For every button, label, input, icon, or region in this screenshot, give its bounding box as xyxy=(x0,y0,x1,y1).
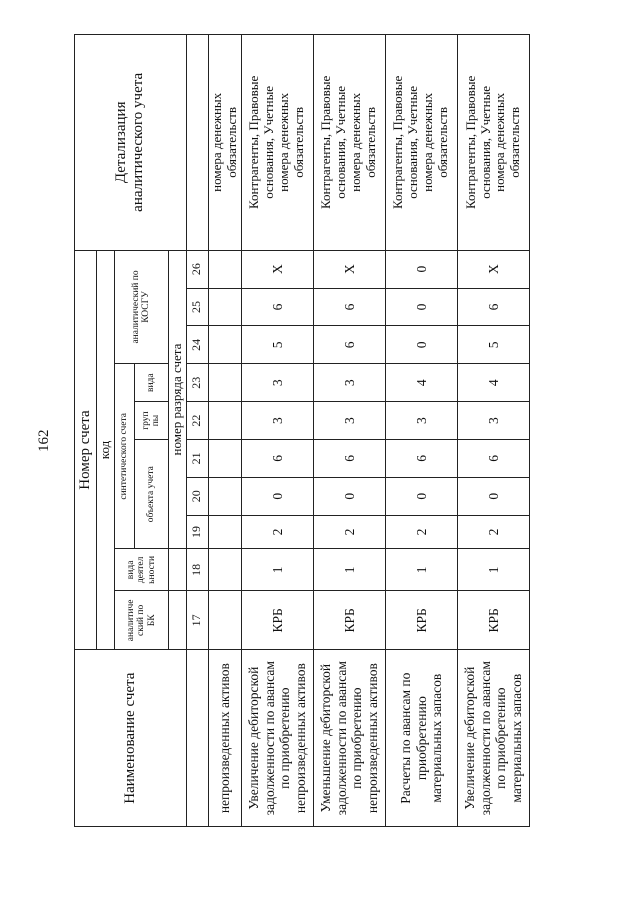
row-account-name: Расчеты по авансам по приобретению материальных запасов xyxy=(385,650,457,827)
row-cell xyxy=(208,591,241,650)
header-activity-type: вида деятел ьности xyxy=(114,549,168,591)
row-cell: 6 xyxy=(457,439,529,477)
row-cell: 0 xyxy=(457,477,529,515)
row-cell: 0 xyxy=(385,477,457,515)
row-cell: X xyxy=(313,250,385,288)
accounts-table-sheet xyxy=(74,34,530,827)
digit-cell: 22 xyxy=(186,402,208,440)
header-account-number: Номер счета xyxy=(75,250,97,650)
header-synthetic-account: синтетического счета xyxy=(114,364,134,549)
row-cell: 1 xyxy=(313,549,385,591)
table-row xyxy=(208,35,241,827)
row-cell: X xyxy=(457,250,529,288)
digits-row xyxy=(186,35,208,827)
row-cell: КРБ xyxy=(313,591,385,650)
row-cell: КРБ xyxy=(457,591,529,650)
header-code: код xyxy=(97,250,115,650)
row-cell: 6 xyxy=(241,439,313,477)
row-cell: 0 xyxy=(385,250,457,288)
row-cell: 1 xyxy=(241,549,313,591)
digit-cell: 23 xyxy=(186,364,208,402)
row-cell: 6 xyxy=(241,288,313,326)
row-cell: 1 xyxy=(457,549,529,591)
digit-cell: 25 xyxy=(186,288,208,326)
digit-cell: 24 xyxy=(186,326,208,364)
row-detail: Контрагенты, Правовые основания, Учетные номера денежных обязательств xyxy=(385,35,457,251)
row-account-name: Увеличение дебиторской задолженности по авансам по приобретению непроизведенных активов xyxy=(241,650,313,827)
row-cell: 6 xyxy=(313,439,385,477)
digit-cell: 20 xyxy=(186,477,208,515)
row-cell: 5 xyxy=(241,326,313,364)
row-cell: X xyxy=(241,250,313,288)
row-cell: 6 xyxy=(313,326,385,364)
header-analytic-detail: Детализация аналитического учета xyxy=(75,35,187,251)
header-kind: вида xyxy=(134,364,168,402)
row-cell: КРБ xyxy=(385,591,457,650)
row-cell: 1 xyxy=(385,549,457,591)
digits-row-empty xyxy=(186,35,208,251)
digits-row-empty xyxy=(186,650,208,827)
row-cell: 2 xyxy=(457,515,529,549)
row-cell xyxy=(208,288,241,326)
header-group: груп пы xyxy=(134,402,168,440)
row-cell: 3 xyxy=(457,402,529,440)
row-cell: 6 xyxy=(385,439,457,477)
row-detail: Контрагенты, Правовые основания, Учетные номера денежных обязательств xyxy=(241,35,313,251)
row-detail: Контрагенты, Правовые основания, Учетные номера денежных обязательств xyxy=(313,35,385,251)
digit-cell: 21 xyxy=(186,439,208,477)
row-cell: 4 xyxy=(385,364,457,402)
row-cell: 3 xyxy=(313,402,385,440)
digit-cell: 19 xyxy=(186,515,208,549)
row-cell: 0 xyxy=(385,288,457,326)
digit-cell: 26 xyxy=(186,250,208,288)
table-row xyxy=(385,35,457,827)
row-cell: 2 xyxy=(385,515,457,549)
row-cell: 3 xyxy=(313,364,385,402)
row-cell: 6 xyxy=(457,288,529,326)
header-accounting-object: объекта учета xyxy=(134,439,168,548)
row-cell: 6 xyxy=(313,288,385,326)
row-cell: 4 xyxy=(457,364,529,402)
row-account-name: Увеличение дебиторской задолженности по авансам по приобретению материальных запасов xyxy=(457,650,529,827)
header-analytic-kosgu: аналитический по КОСГУ xyxy=(114,250,168,364)
page-number: 162 xyxy=(36,429,52,452)
row-cell xyxy=(208,364,241,402)
digit-cell: 17 xyxy=(186,591,208,650)
row-cell: 0 xyxy=(385,326,457,364)
row-cell: 3 xyxy=(241,364,313,402)
row-cell: 3 xyxy=(241,402,313,440)
row-detail: Контрагенты, Правовые основания, Учетные номера денежных обязательств xyxy=(457,35,529,251)
digit-cell: 18 xyxy=(186,549,208,591)
row-cell xyxy=(208,439,241,477)
header-digit-number: номер разряда счета xyxy=(168,250,186,549)
row-cell: 5 xyxy=(457,326,529,364)
header-analytic-bk: аналитиче ский по БК xyxy=(114,591,168,650)
header-account-name: Наименование счета xyxy=(75,650,187,827)
table-row xyxy=(313,35,385,827)
row-cell xyxy=(208,402,241,440)
row-account-name: непроизведенных активов xyxy=(208,650,241,827)
table-row xyxy=(241,35,313,827)
row-detail: номера денежных обязательств xyxy=(208,35,241,251)
row-cell: 3 xyxy=(385,402,457,440)
row-cell xyxy=(208,477,241,515)
row-cell: 0 xyxy=(241,477,313,515)
row-cell xyxy=(208,549,241,591)
row-cell: 0 xyxy=(313,477,385,515)
row-cell xyxy=(208,250,241,288)
accounts-table xyxy=(74,34,530,827)
row-cell: 2 xyxy=(241,515,313,549)
row-cell xyxy=(208,326,241,364)
table-row xyxy=(457,35,529,827)
row-cell xyxy=(208,515,241,549)
row-cell: 2 xyxy=(313,515,385,549)
row-account-name: Уменьшение дебиторской задолженности по авансам по приобретению непроизведенных активов xyxy=(313,650,385,827)
row-cell: КРБ xyxy=(241,591,313,650)
